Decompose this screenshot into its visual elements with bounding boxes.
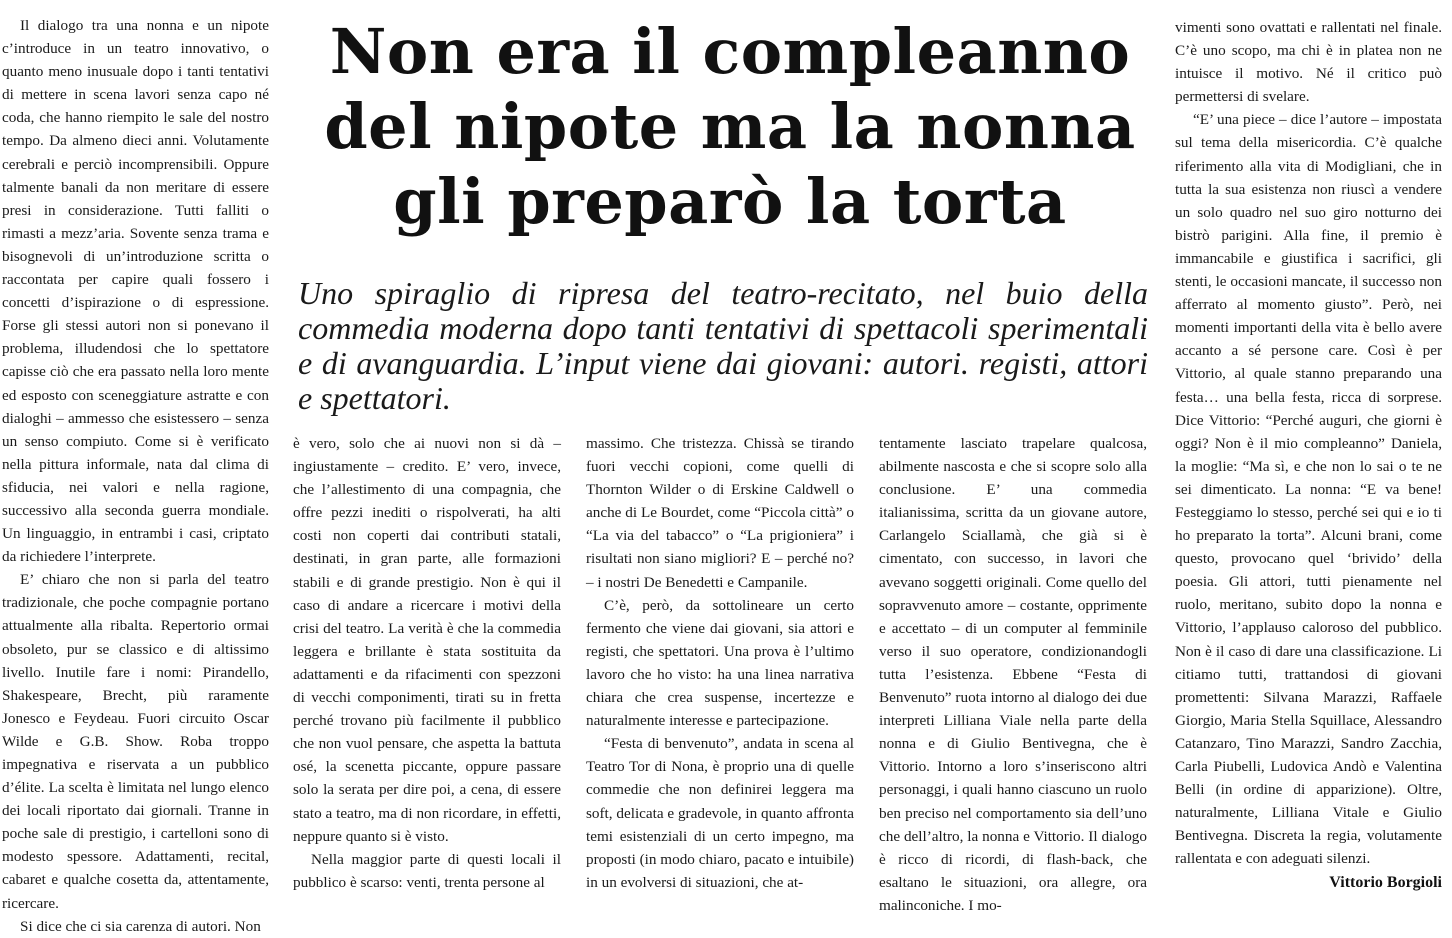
headline xyxy=(300,14,1160,239)
article-column-2 xyxy=(293,432,561,900)
headline-line-1: Non era il compleanno xyxy=(329,15,1131,88)
article-column-5 xyxy=(1175,16,1442,872)
headline-line-3: gli preparò la torta xyxy=(393,165,1067,238)
column-1-paragraph-3: Si dice che ci sia carenza di autori. Non xyxy=(20,917,261,935)
column-1-paragraph-2: E’ chiaro che non si parla del teatro tradizionale, che poche compagnie portano attualmente alla ribalta. Repertorio ormai obsoleto, pur se classico e di altissimo livello. Inutile fare i nomi: Pirandello, Shakespeare, Brecht, più raramente Jonesco e Feydeau. Fuori circuito Oscar Wilde e G.B. Show. Roba troppo impegnativa e riservata a un pubblico d’élite. La scelta è limitata nel lungo elenco dei locali riportato dai giornali. Tranne in poche sale di prestigio, i cartelloni sono di modesto spessore. Adattamenti, recital, cabaret e qualche cosetta da, attentamente, ricercare. xyxy=(2,571,269,912)
column-5-paragraph-2: “E’ una piece – dice l’autore – impostata sul tema della misericordia. C’è qualche riferimento alla vita di Modigliani, che in tutta la sua esistenza non riuscì a vendere un solo quadro nel suo giro notturno dei bistrò parigini. Alla fine, il premio è immancabile e giustifica i sacrifici, gli stenti, le occasioni mancate, il successo non afferrato al momento giusto”. Però, nei momenti importanti della vita è bello avere accanto a sé persone care. Così è per Vittorio, al quale stanno preparando una festa… una bella festa, ricca di sorprese. Dice Vittorio: “Perché auguri, che giorni è oggi? Non è il mio compleanno” Daniela, la moglie: “Ma sì, e che non lo sai o te ne sei dimenticato. La nonna: “E va bene! Festeggiamo lo stesso, perché sei qui e io ti ho preparato la torta”. Alcuni brani, come questo, provocano quel ‘brivido’ della poesia. Gli attori, tutti pienamente nel ruolo, meritano, subito dopo la nonna e Vittorio, l’applauso caloroso del pubblico. Non è il caso di dare una classificazione. Li citiamo tutti, trattandosi di giovani promettenti: Silvana Marazzi, Raffaele Giorgio, Maria Stella Squillace, Alessandro Catanzaro, Tino Marazzi, Sandro Zacchia, Carla Piubelli, Ludovica Andò e Valentina Belli (in ordine di apparizione). Oltre, naturalmente, Lilliana Vitale e Giulio Bentivegna. Discreta la regia, volutamente rallentata e con adeguati silenzi. xyxy=(1175,111,1442,868)
column-2-paragraph-1: è vero, solo che ai nuovi non si dà – ingiustamente – credito. E’ vero, invece, che l’allestimento di una compagnia, che offre pezzi inediti o rispolverati, ha alti costi non coperti dai contributi statali, destinati, in gran parte, alle formazioni stabili e di grande prestigio. Non è qui il caso di andare a ricercare i motivi della crisi del teatro. La verità è che la commedia leggera e brillante è stata sostituita da adattamenti e da rifacimenti con spezzoni di vecchi componimenti, tirati su in fretta perché trovano più facilmente il pubblico che non vuol pensare, che aspetta la battuta osé, la scenetta piccante, oppure passare solo la serata per dire poi, a cena, di essere stato a teatro, ma di non ricordare, in effetti, neppure quanto si è visto. xyxy=(293,435,561,845)
author-signature: Vittorio Borgioli xyxy=(1329,874,1442,891)
column-1-paragraph-1: Il dialogo tra una nonna e un nipote c’introduce in un teatro innovativo, o quanto meno inusuale dopo i tanti tentativi di mettere in scena lavori senza capo né coda, che hanno riempito le sale del nostro tempo. Da almeno dieci anni. Volutamente cerebrali e perciò incomprensibili. Oppure talmente banali da non meritare di essere presi in considerazione. Tutti falliti o rimasti a mezz’aria. Sovente senza trama e bisognevoli di un’introduzione scritta o raccontata per capire quali fossero i concetti d’ispirazione o di espressione. Forse gli stessi autori non si ponevano il problema, illudendosi che lo spettatore capisse ciò che era passato nella loro mente ed esposto con sceneggiature astratte e con dialoghi – ammesso che esistessero – senza un senso compiuto. Come si è verificato nella pittura informale, nata dal clima di sfiducia, nei valori e nella ragione, successivo alla seconda guerra mondiale. Un linguaggio, in entrambi i casi, criptato da richiedere l’interprete. xyxy=(2,17,269,566)
column-3-paragraph-1: massimo. Che tristezza. Chissà se tirando fuori vecchi copioni, come quelli di Thornton Wilder o di Erskine Caldwell o anche di Le Bourdet, come “Piccola città” o “La via del tabacco” o “La prigioniera” i risultati non siano migliori? E – perché no? – i nostri De Benedetti e Campanile. xyxy=(586,435,854,591)
column-5-paragraph-1: vimenti sono ovattati e rallentati nel finale. C’è uno scopo, ma chi è in platea non ne intuisce il motivo. Né il critico può permettersi di svelare. xyxy=(1175,19,1442,106)
article-column-3 xyxy=(586,432,854,900)
article-column-1 xyxy=(2,14,269,935)
column-4-paragraph-1: tentamente lasciato trapelare qualcosa, abilmente nascosta e che si scopre solo alla conclusione. E’ una commedia italianissima, scritta da un giovane autore, Carlangelo Sciallamà, che già si è cimentato, con successo, in lavori che avevano soggetti originali. Come quello del sopravvenuto amore – costante, opprimente e accettato – di un computer al femminile verso il suo operatore, condizionandogli tutta l’esistenza. Ebbene “Festa di Benvenuto” ruota intorno al dialogo dei due interpreti Lilliana Viale nella parte della nonna e di Giulio Bentivegna, che è Vittorio. Intorno a loro s’inseriscono altri personaggi, i quali hanno ciascuno un ruolo ben preciso nel comportamento sia dell’uno che dell’altro, la nonna e Vittorio. Il dialogo è ricco di ricordi, di flash-back, che esaltano le situazioni, ora allegre, ora malinconiche. I mo- xyxy=(879,435,1147,914)
column-3-paragraph-2: C’è, però, da sottolineare un certo fermento che viene dai giovani, sia attori e registi, che spettatori. Una prova è l’ultimo lavoro che ho visto: ha una linea narrativa chiara che crea suspense, incertezze e naturalmente interesse e partecipazione. xyxy=(586,596,854,730)
article-column-4 xyxy=(879,432,1147,914)
column-2-paragraph-2: Nella maggior parte di questi locali il pubblico è scarso: venti, trenta persone al xyxy=(293,850,561,891)
column-3-paragraph-3: “Festa di benvenuto”, andata in scena al Teatro Tor di Nona, è proprio una di quelle commedie che non definirei leggera ma soft, delicata e gradevole, in quanto affronta temi esistenziali di un certo impegno, ma proposti (in modo chiaro, pacato e intuibile) in un evolversi di situazioni, che at- xyxy=(586,735,854,891)
subheadline: Uno spiraglio di ripresa del teatro-recitato, nel buio della commedia moderna dopo tanti tentativi di spettacoli sperimentali e di avanguardia. L’input viene dai giovani: autori. registi, attori e spettatori. xyxy=(298,275,1148,416)
headline-line-2: del nipote ma la nonna xyxy=(324,90,1136,163)
